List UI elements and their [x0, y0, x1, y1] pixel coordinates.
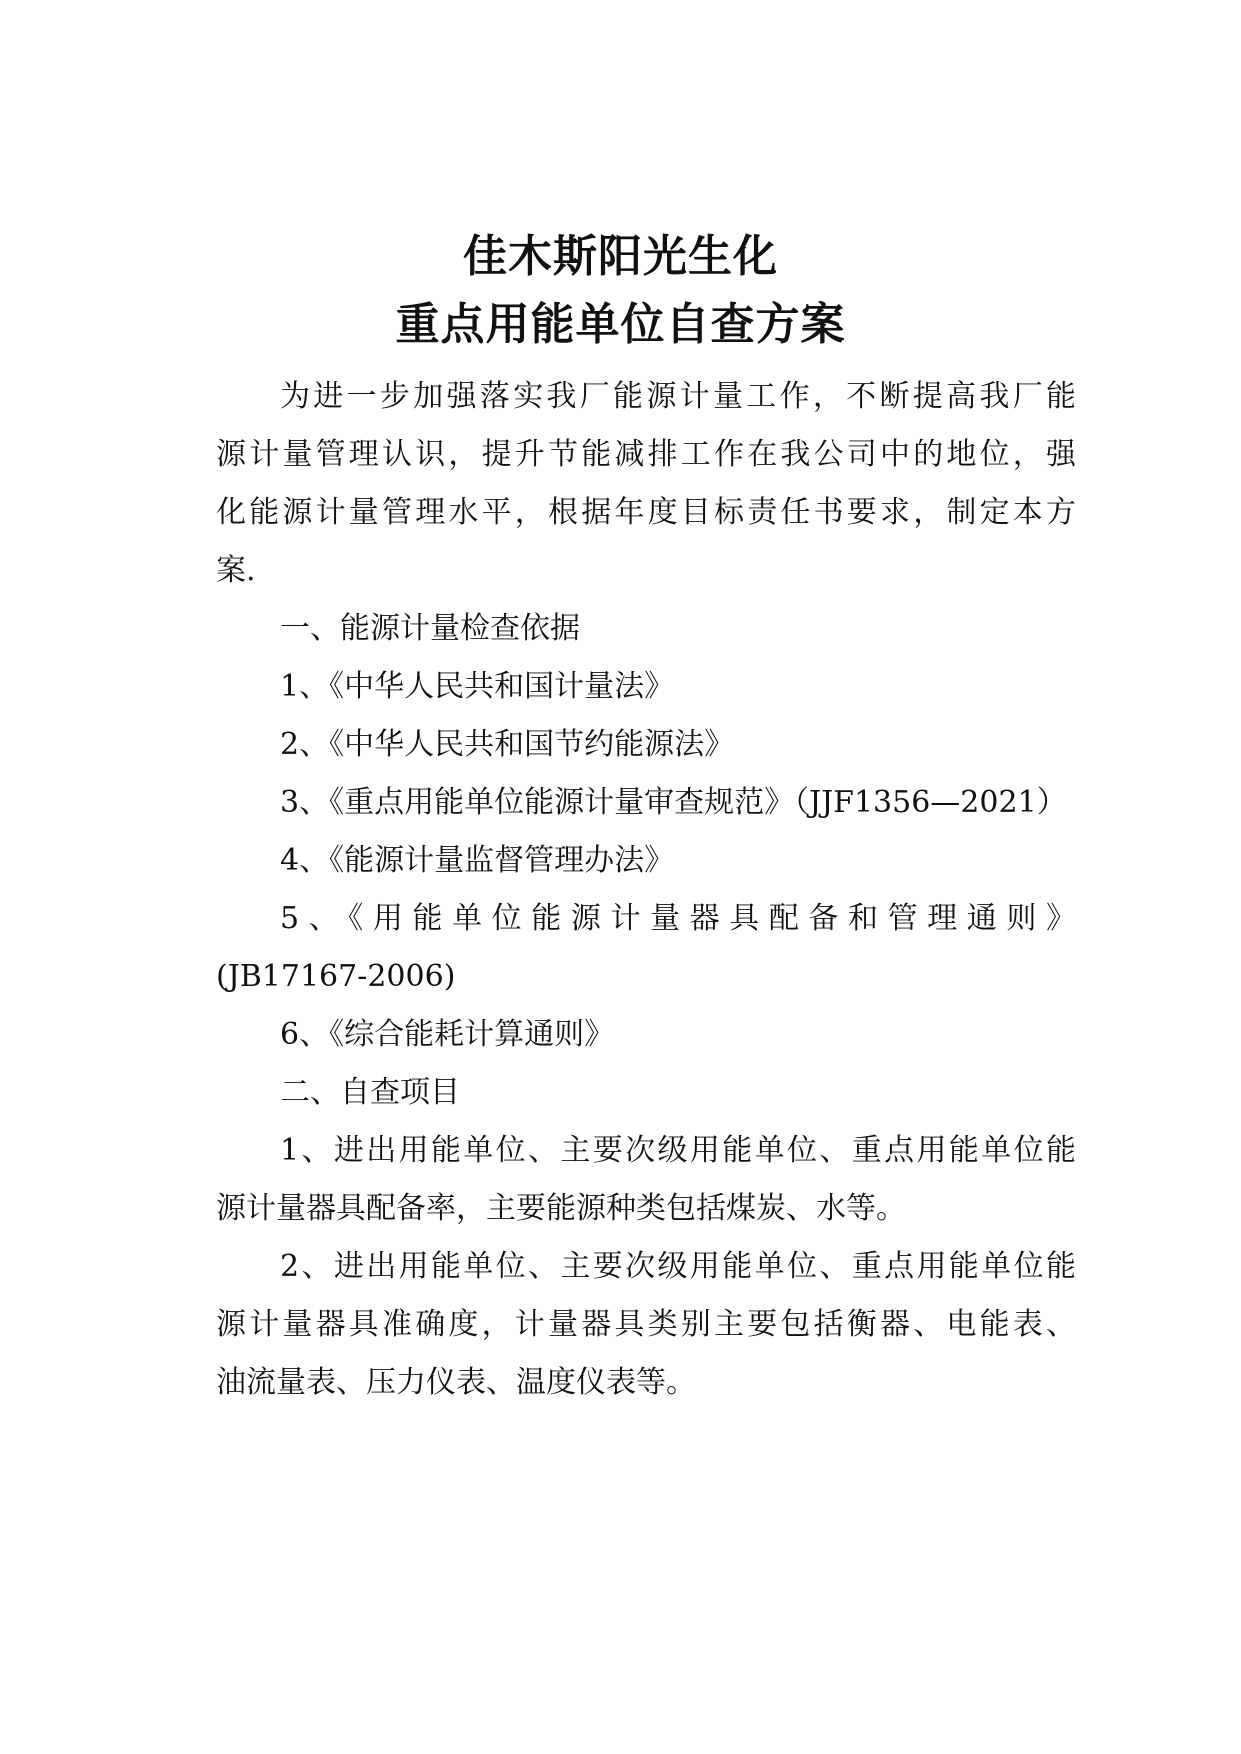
check-item-2-line-2: 源计量器具准确度，计量器具类别主要包括衡器、电能表、 [216, 1307, 1076, 1342]
basis-item-5-standard: (JB17167-2006) [216, 959, 456, 994]
basis-item-1: 1、《中华人民共和国计量法》 [280, 669, 675, 704]
section-1-heading: 一、能源计量检查依据 [280, 611, 580, 646]
section-2-heading: 二、自查项目 [280, 1075, 460, 1110]
intro-line-3: 化能源计量管理水平，根据年度目标责任书要求，制定本方 [216, 495, 1076, 530]
check-item-1-line-1: 1、进出用能单位、主要次级用能单位、重点用能单位能 [280, 1133, 1076, 1168]
basis-item-2: 2、《中华人民共和国节约能源法》 [280, 727, 735, 762]
basis-item-5: 5、《用能单位能源计量器具配备和管理通则》 [280, 901, 1076, 936]
document-title-line-1: 佳木斯阳光生化 [463, 231, 778, 282]
check-item-2-line-3: 油流量表、压力仪表、温度仪表等。 [216, 1365, 696, 1400]
basis-item-6: 6、《综合能耗计算通则》 [280, 1017, 615, 1052]
check-item-2-line-1: 2、进出用能单位、主要次级用能单位、重点用能单位能 [280, 1249, 1076, 1284]
intro-line-1: 为进一步加强落实我厂能源计量工作，不断提高我厂能 [280, 379, 1076, 414]
intro-line-2: 源计量管理认识，提升节能减排工作在我公司中的地位，强 [216, 437, 1076, 472]
check-item-1-line-2: 源计量器具配备率，主要能源种类包括煤炭、水等。 [216, 1191, 906, 1226]
intro-line-4: 案. [216, 553, 256, 588]
basis-item-3: 3、《重点用能单位能源计量审查规范》（JJF1356—2021） [280, 785, 1067, 820]
basis-item-4: 4、《能源计量监督管理办法》 [280, 843, 675, 878]
document-title-line-2: 重点用能单位自查方案 [395, 299, 846, 350]
